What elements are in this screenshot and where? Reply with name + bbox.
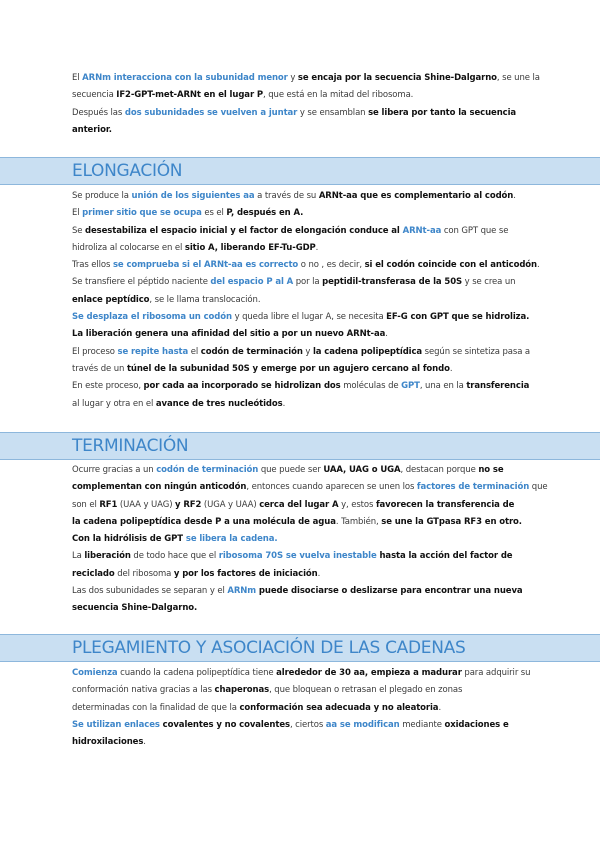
text-line: [72, 531, 527, 548]
bold-text: secuencia Shine-Dalgarno.: [72, 603, 198, 614]
text-line: [72, 105, 527, 122]
bold-text: si el codón coincide con el anticodón: [364, 260, 537, 271]
body-text: El proceso: [72, 346, 118, 357]
text-line: [72, 548, 527, 565]
body-text: La: [72, 551, 85, 562]
body-text: (UAA y UAG): [117, 499, 176, 510]
highlight-text: aa se modifican: [325, 719, 400, 730]
body-text: .: [449, 363, 453, 374]
text-line: [72, 122, 527, 139]
bold-text: hasta la acción del factor de: [376, 551, 513, 562]
body-text: .: [317, 568, 321, 579]
highlight-text: se comprueba si el ARNt-aa es correcto: [112, 260, 299, 271]
bold-text: enlace peptídico: [72, 294, 150, 305]
highlight-text: se repite hasta: [117, 346, 189, 357]
body-text: a través de su: [254, 191, 319, 201]
text-line: [72, 566, 527, 583]
body-text: que puede ser: [258, 465, 324, 475]
section-header-terminacion: [0, 432, 600, 460]
body-text: según se sintetiza pasa a: [422, 346, 531, 357]
highlight-text: ARNm: [227, 586, 257, 597]
text-line: [72, 326, 527, 343]
body-text: , una en la: [419, 381, 467, 392]
bold-text: no se: [478, 465, 504, 475]
body-text: En este proceso,: [72, 381, 144, 392]
highlight-text: del espacio P al A: [210, 277, 294, 288]
bold-text: túnel de la subunidad 50S y emerge por un agujero cercano al fondo: [126, 363, 450, 374]
bold-text: la cadena polipeptídica: [312, 346, 423, 357]
bold-text: reciclado: [72, 568, 115, 579]
text-line: [72, 87, 527, 104]
text-line: [72, 497, 527, 514]
body-text: son el: [72, 499, 100, 510]
bold-text: chaperonas: [214, 685, 270, 696]
bold-text: desestabiliza el espacio inicial y el factor de elongación conduce al: [85, 225, 403, 236]
body-text: determinadas con la finalidad de que la: [72, 702, 240, 713]
body-text: moléculas de: [340, 381, 402, 392]
bold-text: se encaja por la secuencia Shine-Dalgarno: [297, 73, 497, 83]
bold-text: y RF2: [175, 499, 202, 510]
body-text: Tras ellos: [72, 260, 113, 271]
bold-text: ARNt-aa que es complementario al codón: [318, 191, 514, 201]
body-text: es el: [201, 208, 227, 219]
bold-text: transferencia: [466, 381, 530, 392]
body-text: , ciertos: [289, 719, 326, 730]
text-line: [72, 309, 530, 326]
bold-text: Con la hidrólisis de GPT: [72, 534, 186, 545]
text-line: [72, 292, 527, 309]
terminacion-body: [72, 462, 548, 618]
plegamiento-body: [72, 665, 531, 751]
bold-text: cerca del lugar A: [259, 499, 339, 510]
body-text: el: [188, 346, 201, 357]
text-line: [72, 665, 531, 682]
text-line: [72, 479, 548, 496]
bold-text: conformación sea adecuada y no aleatoria: [239, 702, 439, 713]
bold-text: hidroxilaciones: [72, 737, 144, 748]
bold-text: covalentes y no covalentes: [159, 719, 290, 730]
body-text: secuencia: [72, 90, 117, 101]
text-line: [72, 717, 527, 734]
highlight-text: GPT: [401, 381, 420, 392]
text-line: [72, 361, 527, 378]
body-text: (UGA y UAA): [201, 499, 260, 510]
body-text: .: [315, 242, 319, 253]
body-text: con GPT que se: [441, 225, 509, 236]
intro-paragraph: [72, 70, 540, 139]
body-text: cuando la cadena polipeptídica tiene: [117, 668, 277, 678]
text-line: [72, 682, 527, 699]
body-text: través de un: [72, 363, 127, 374]
body-text: .: [385, 329, 388, 340]
bold-text: La liberación genera una afinidad del sitio a por un nuevo ARNt-aa: [72, 329, 386, 340]
body-text: o no , es decir,: [298, 260, 365, 271]
bold-text: sitio A, liberando EF-Tu-GDP: [184, 242, 316, 253]
highlight-text: ARNt-aa: [402, 225, 442, 236]
text-line: [72, 734, 527, 751]
body-text: que: [529, 482, 548, 493]
bold-text: UAA, UAG o UGA: [323, 465, 401, 475]
bold-text: complementan con ningún anticodón: [72, 482, 247, 493]
bold-text: puede disociarse o deslizarse para encontrar una nueva: [256, 586, 523, 597]
bold-text: EF-G con GPT que se hidroliza.: [386, 312, 530, 323]
highlight-text: ribosoma 70S se vuelva inestable: [218, 551, 377, 562]
text-line: [72, 205, 527, 222]
bold-text: liberación: [84, 551, 131, 562]
bold-text: anterior.: [72, 124, 112, 135]
elongacion-body: [72, 188, 540, 413]
bold-text: se libera por tanto la secuencia: [368, 107, 517, 118]
bold-text: se une la GTpasa RF3 en otro.: [381, 516, 522, 527]
body-text: .: [513, 191, 516, 201]
section-title: TERMINACIÓN: [72, 436, 189, 456]
body-text: .: [537, 260, 540, 271]
highlight-text: se libera la cadena.: [185, 534, 278, 545]
section-header-elongacion: [0, 157, 600, 185]
text-line: [72, 396, 527, 413]
highlight-text: Se utilizan enlaces: [72, 719, 160, 730]
text-line: [72, 274, 527, 291]
body-text: .: [282, 398, 286, 409]
text-line: [72, 223, 527, 240]
body-text: y: [302, 346, 313, 357]
body-text: y queda libre el lugar A, se necesita: [231, 312, 387, 323]
body-text: del ribosoma: [114, 568, 174, 579]
body-text: .: [143, 737, 146, 748]
body-text: Se produce la: [72, 191, 132, 201]
text-line: [72, 188, 527, 205]
body-text: . También,: [335, 516, 382, 527]
highlight-text: dos subunidades se vuelven a juntar: [124, 107, 298, 118]
bold-text: codón de terminación: [200, 346, 303, 357]
text-line: [72, 700, 527, 717]
body-text: El: [72, 73, 83, 83]
body-text: Ocurre gracias a un: [72, 465, 157, 475]
body-text: , que bloquean o retrasan el plegado en zonas: [269, 685, 463, 696]
bold-text: oxidaciones e: [444, 719, 509, 730]
section-title: PLEGAMIENTO Y ASOCIACIÓN DE LAS CADENAS: [72, 638, 466, 658]
bold-text: alrededor de 30 aa, empieza a madurar: [276, 668, 462, 678]
bold-text: RF1: [99, 499, 118, 510]
bold-text: P, después en A.: [226, 208, 304, 219]
body-text: y se crea un: [462, 277, 516, 288]
body-text: , se une la: [496, 73, 540, 83]
body-text: de todo hace que el: [130, 551, 219, 562]
highlight-text: unión de los siguientes aa: [131, 191, 255, 201]
bold-text: la cadena polipeptídica desde P a una molécula de agua: [72, 516, 336, 527]
text-line: [72, 257, 540, 274]
bold-text: y por los factores de iniciación: [173, 568, 318, 579]
highlight-text: Se desplaza el ribosoma un codón: [72, 312, 232, 323]
body-text: , destacan porque: [400, 465, 479, 475]
text-line: [72, 378, 530, 395]
body-text: Se transfiere el péptido naciente: [72, 277, 211, 288]
body-text: y se ensamblan: [297, 107, 369, 118]
body-text: Se: [72, 225, 86, 236]
body-text: hidroliza al colocarse en el: [72, 242, 185, 253]
section-title: ELONGACIÓN: [72, 161, 183, 181]
bold-text: IF2-GPT-met-ARNt en el lugar P: [116, 90, 264, 101]
highlight-text: factores de terminación: [416, 482, 530, 493]
highlight-text: primer sitio que se ocupa: [82, 208, 202, 219]
text-line: [72, 514, 527, 531]
body-text: por la: [293, 277, 323, 288]
body-text: , entonces cuando aparecen se unen los: [246, 482, 417, 493]
bold-text: avance de tres nucleótidos: [155, 398, 283, 409]
body-text: mediante: [399, 719, 445, 730]
highlight-text: ARNm interacciona con la subunidad menor: [82, 73, 288, 83]
text-line: [72, 344, 531, 361]
body-text: y: [287, 73, 298, 83]
body-text: Las dos subunidades se separan y el: [72, 586, 228, 597]
body-text: El: [72, 208, 83, 219]
body-text: al lugar y otra en el: [72, 398, 156, 409]
body-text: para adquirir su: [461, 668, 531, 678]
body-text: Después las: [72, 107, 125, 118]
bold-text: favorecen la transferencia de: [375, 499, 515, 510]
highlight-text: Comienza: [72, 668, 118, 678]
body-text: y, estos: [338, 499, 376, 510]
body-text: , que está en la mitad del ribosoma.: [263, 90, 414, 101]
highlight-text: codón de terminación: [156, 465, 259, 475]
bold-text: peptidil-transferasa de la 50S: [322, 277, 463, 288]
text-line: [72, 600, 527, 617]
body-text: .: [438, 702, 442, 713]
text-line: [72, 240, 527, 257]
body-text: conformación nativa gracias a las: [72, 685, 215, 696]
text-line: [72, 462, 527, 479]
text-line: [72, 70, 540, 87]
section-header-plegamiento: [0, 634, 600, 662]
bold-text: por cada aa incorporado se hidrolizan dos: [143, 381, 341, 392]
body-text: , se le llama translocación.: [149, 294, 261, 305]
text-line: [72, 583, 527, 600]
